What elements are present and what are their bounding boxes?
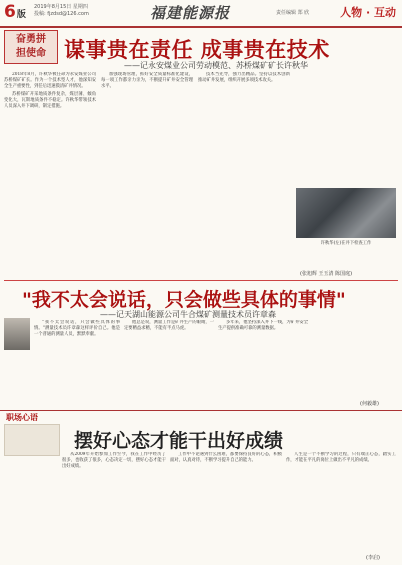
page-number: 6版 [4, 2, 26, 22]
article-1-photo [296, 188, 396, 238]
article-3-column-1: 从2009年开始参加工作至今，我在工作中经历了很多，也收获了很多，心态决定一切，摆好心态才能干出好成绩。 [62, 452, 166, 470]
article-3-column-3: 人生是一个不断学习的过程，只有端正心态，踏实工作，才能在平凡的岗位上做出不平凡的成绩。 [286, 452, 396, 464]
divider [4, 280, 398, 281]
article-1-subtitle: ——记永安煤业公司劳动模范、苏桥煤矿矿长许秋华 [124, 61, 308, 70]
contact-line: 投稿: fjzdsd@126.com [34, 11, 89, 17]
bottom-section-bar [0, 410, 402, 423]
cartoon-illustration [4, 424, 60, 456]
article-2-subtitle: ——记天湖山能源公司牛合煤矿测量技术员许章森 [100, 310, 276, 319]
section-title: 人物 · 互动 [340, 6, 396, 19]
article-1-title: 谋事贵在责任 成事贵在技术 [64, 37, 330, 62]
article-2-column-3: 多年来，他坚持深入井下一线，为矿井安全生产提供准确可靠的测量数据。 [218, 320, 308, 332]
editor-line: 责任编辑 郑 欣 [276, 10, 310, 16]
article-3-column-2: 工作中不论遇到什么困难，都要保持良好的心态，积极面对，认真对待，不断学习提升自己的能力。 [170, 452, 282, 464]
date-line: 2019年8月15日 星期四 [34, 4, 88, 10]
bottom-section-label: 职场心语 [6, 413, 38, 422]
article-2-column-2: 他总是说，测量工作是矿井生产的眼睛，一定要精益求精，不能有半点马虎。 [124, 320, 214, 332]
masthead: 福建能源报 [150, 4, 231, 22]
page-header [0, 0, 402, 28]
article-1-column-3: 技术当先导，强力出精品。坚持以技术创新推动矿井发展，组织开展多项技术攻关。 [198, 72, 290, 84]
article-2-column-1: "我不太会说话，只会做些具体的事情。"测量技术员许章森这样评价自己。他是一个普通的测量人员，默默奉献。 [34, 320, 120, 338]
column-badge: 奋勇拼 担使命 [4, 30, 58, 64]
article-2-author: (何毅雄) [360, 401, 379, 407]
article-3-author: (李启) [366, 555, 380, 561]
article-3-title: 摆好心态才能干出好成绩 [74, 430, 284, 452]
article-1-author: (张旭辉 王玉清 陈国庭) [300, 271, 353, 277]
issue-meta [34, 4, 89, 18]
photo-caption: 许秋华(左)在井下检查工作 [320, 241, 372, 246]
article-1-column-1: 2018年8月，许秋华被任命为永安煤业公司苏桥煤矿矿长。作为一个技术型人才，他深知安全生产重要性，到任后迅速摸清矿井情况。 苏桥煤矿开采地质条件复杂，煤层薄、倾角变化大，瓦斯地质条件不稳定。许秋华带领技术人员深入井下调研，制定措施。 [4, 72, 96, 110]
article-1-column-2: 加强现场管理，抓好安全质量标准化建设，每一项工作都亲力亲为，不断提升矿井安全管理水平。 [101, 72, 193, 90]
article-2-title: "我不太会说话，只会做些具体的事情" [22, 289, 346, 311]
portrait-photo [4, 318, 30, 350]
